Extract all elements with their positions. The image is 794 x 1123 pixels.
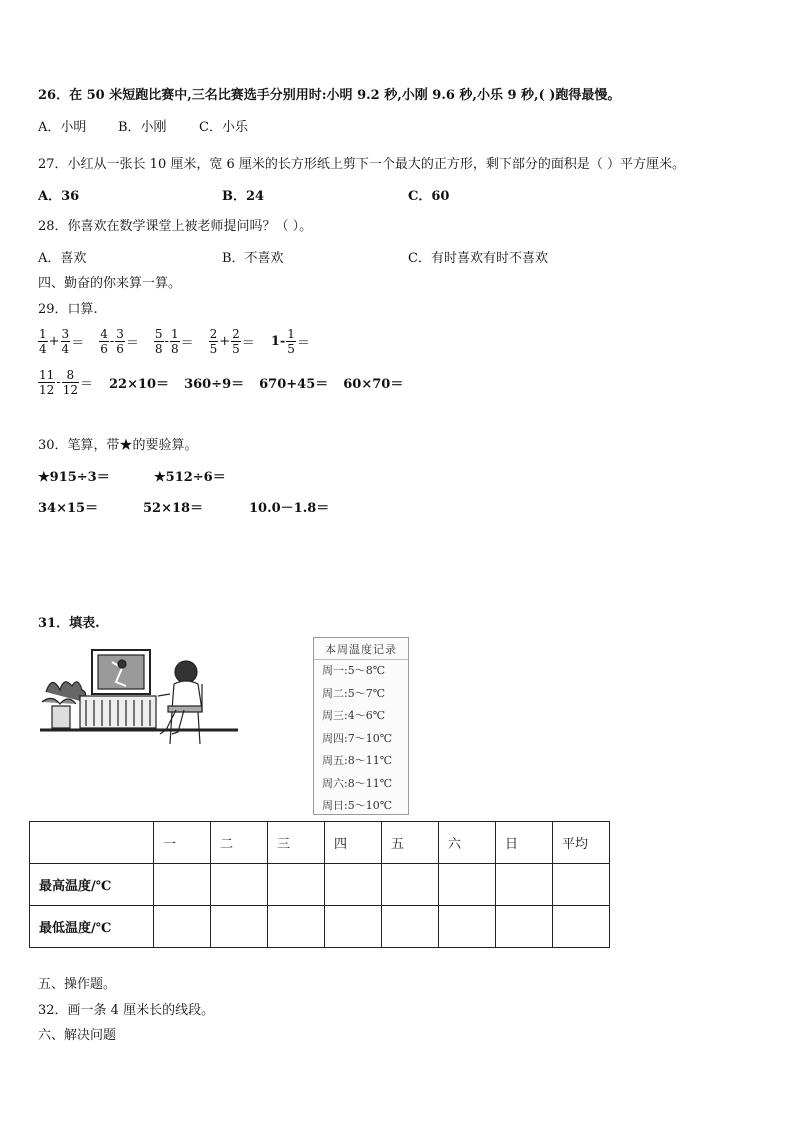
fraction: $\frac{3}{4}$	[61, 327, 70, 356]
table-header-cell	[30, 822, 154, 864]
q29-title: 29．口算.	[38, 302, 98, 317]
table-cell[interactable]	[268, 864, 325, 906]
table-cell[interactable]	[496, 864, 553, 906]
table-header-cell: 日	[496, 822, 553, 864]
fraction: $\frac{8}{12}$	[62, 368, 78, 397]
table-row-label: 最低温度/℃	[30, 906, 154, 948]
q28-option-a: A．喜欢	[38, 251, 87, 266]
q29-expr-1: $\frac{1}{4}$ + $\frac{3}{4}$ ＝	[39, 327, 85, 356]
table-header-cell: 一	[154, 822, 211, 864]
temperature-table	[29, 821, 610, 948]
temperature-card-line: 周三:4～6℃	[322, 709, 386, 722]
table-cell[interactable]	[439, 864, 496, 906]
fraction: $\frac{11}{12}$	[39, 368, 55, 397]
section-6-heading: 六、解决问题	[38, 1028, 117, 1043]
table-cell[interactable]	[154, 906, 211, 948]
table-row	[30, 864, 610, 906]
q29-row2	[38, 368, 404, 397]
q29-expr-5: 1- $\frac{1}{5}$ ＝	[270, 327, 310, 356]
table-header-cell: 五	[382, 822, 439, 864]
table-row-label: 最高温度/℃	[30, 864, 154, 906]
temperature-card-line: 周一:5～8℃	[322, 664, 386, 677]
fraction: $\frac{4}{6}$	[100, 327, 108, 356]
q29-expr-4: $\frac{2}{5}$ + $\frac{2}{5}$ ＝	[209, 327, 255, 356]
q27-option-a: A．36	[38, 189, 80, 204]
table-cell[interactable]	[553, 864, 610, 906]
q27-text: 27．小红从一张长 10 厘米，宽 6 厘米的长方形纸上剪下一个最大的正方形，剩下部分的面积是（ ）平方厘米。	[38, 157, 686, 172]
q26-text: 26．在 50 米短跑比赛中,三名比赛选手分别用时:小明 9.2 秒,小刚 9.6 秒,小乐 9 秒,( )跑得最慢。	[38, 88, 621, 103]
temperature-card-line: 周二:5～7℃	[322, 686, 386, 700]
temperature-record-card	[313, 637, 409, 815]
q26-option-c: C．小乐	[199, 120, 248, 135]
q28-text: 28．你喜欢在数学课堂上被老师提问吗？（ ）。	[38, 219, 313, 234]
table-cell[interactable]	[211, 906, 268, 948]
table-cell[interactable]	[325, 864, 382, 906]
q30-item-3: 34×15＝	[38, 501, 99, 516]
section-5-heading: 五、操作题。	[38, 977, 117, 992]
table-cell[interactable]	[211, 864, 268, 906]
q29-expr-8: 360÷9＝	[184, 377, 245, 392]
table-cell[interactable]	[154, 864, 211, 906]
q30-item-1: ★915÷3＝	[38, 470, 110, 485]
table-cell[interactable]	[325, 906, 382, 948]
q27-option-c: C．60	[408, 189, 450, 204]
table-header-cell: 平均	[553, 822, 610, 864]
q27-option-b: B．24	[222, 189, 265, 204]
q29-expr-7: 22×10＝	[108, 377, 170, 392]
table-header-cell: 二	[211, 822, 268, 864]
table-cell[interactable]	[268, 906, 325, 948]
q28-option-c: C．有时喜欢有时不喜欢	[408, 251, 548, 266]
temperature-card-line: 周六:8～11℃	[322, 776, 393, 790]
temperature-card-line: 周日:5～10℃	[322, 799, 393, 812]
section-4-heading: 四、勤奋的你来算一算。	[38, 276, 182, 291]
table-cell[interactable]	[382, 906, 439, 948]
q29-expr-3: $\frac{5}{8}$ - $\frac{1}{8}$ ＝	[154, 327, 194, 356]
q30-item-2: ★512÷6＝	[154, 470, 226, 485]
q30-item-4: 52×18＝	[143, 501, 204, 516]
table-header-cell: 四	[325, 822, 382, 864]
q29-expr-2: $\frac{4}{6}$ - $\frac{3}{6}$ ＝	[100, 327, 139, 356]
table-cell[interactable]	[439, 906, 496, 948]
fraction: $\frac{1}{5}$	[287, 327, 295, 356]
q29-row1	[38, 327, 325, 356]
fraction: $\frac{1}{8}$	[170, 327, 179, 356]
q30-item-5: 10.0－1.8＝	[249, 501, 330, 516]
q26-option-b: B．小刚	[118, 120, 167, 135]
table-header-cell: 六	[439, 822, 496, 864]
fraction: $\frac{1}{4}$	[39, 327, 47, 356]
q26-option-a: A．小明	[38, 120, 87, 135]
fraction: $\frac{2}{5}$	[232, 327, 240, 356]
q29-expr-10: 60×70＝	[343, 377, 404, 392]
table-header-cell: 三	[268, 822, 325, 864]
fraction: $\frac{3}{6}$	[116, 327, 124, 356]
table-cell[interactable]	[496, 906, 553, 948]
temperature-card-title: 本周温度记录	[314, 638, 408, 660]
q28-option-b: B．不喜欢	[222, 251, 284, 266]
fraction: $\frac{5}{8}$	[154, 327, 163, 356]
table-row	[30, 906, 610, 948]
q32-text: 32．画一条 4 厘米长的线段。	[38, 1003, 215, 1018]
table-cell[interactable]	[382, 864, 439, 906]
q30-title: 30．笔算，带★的要验算。	[38, 438, 198, 453]
table-cell[interactable]	[553, 906, 610, 948]
q31-title: 31．填表.	[38, 616, 100, 631]
fraction: $\frac{2}{5}$	[209, 327, 218, 356]
q29-expr-9: 670+45＝	[259, 377, 329, 392]
temperature-card-line: 周四:7～10℃	[322, 731, 393, 745]
temperature-card-line: 周五:8～11℃	[322, 754, 393, 767]
q29-expr-6: $\frac{11}{12}$ - $\frac{8}{12}$ ＝	[39, 368, 93, 397]
table-header-row	[30, 822, 610, 864]
child-watching-tv-illustration	[38, 644, 242, 752]
